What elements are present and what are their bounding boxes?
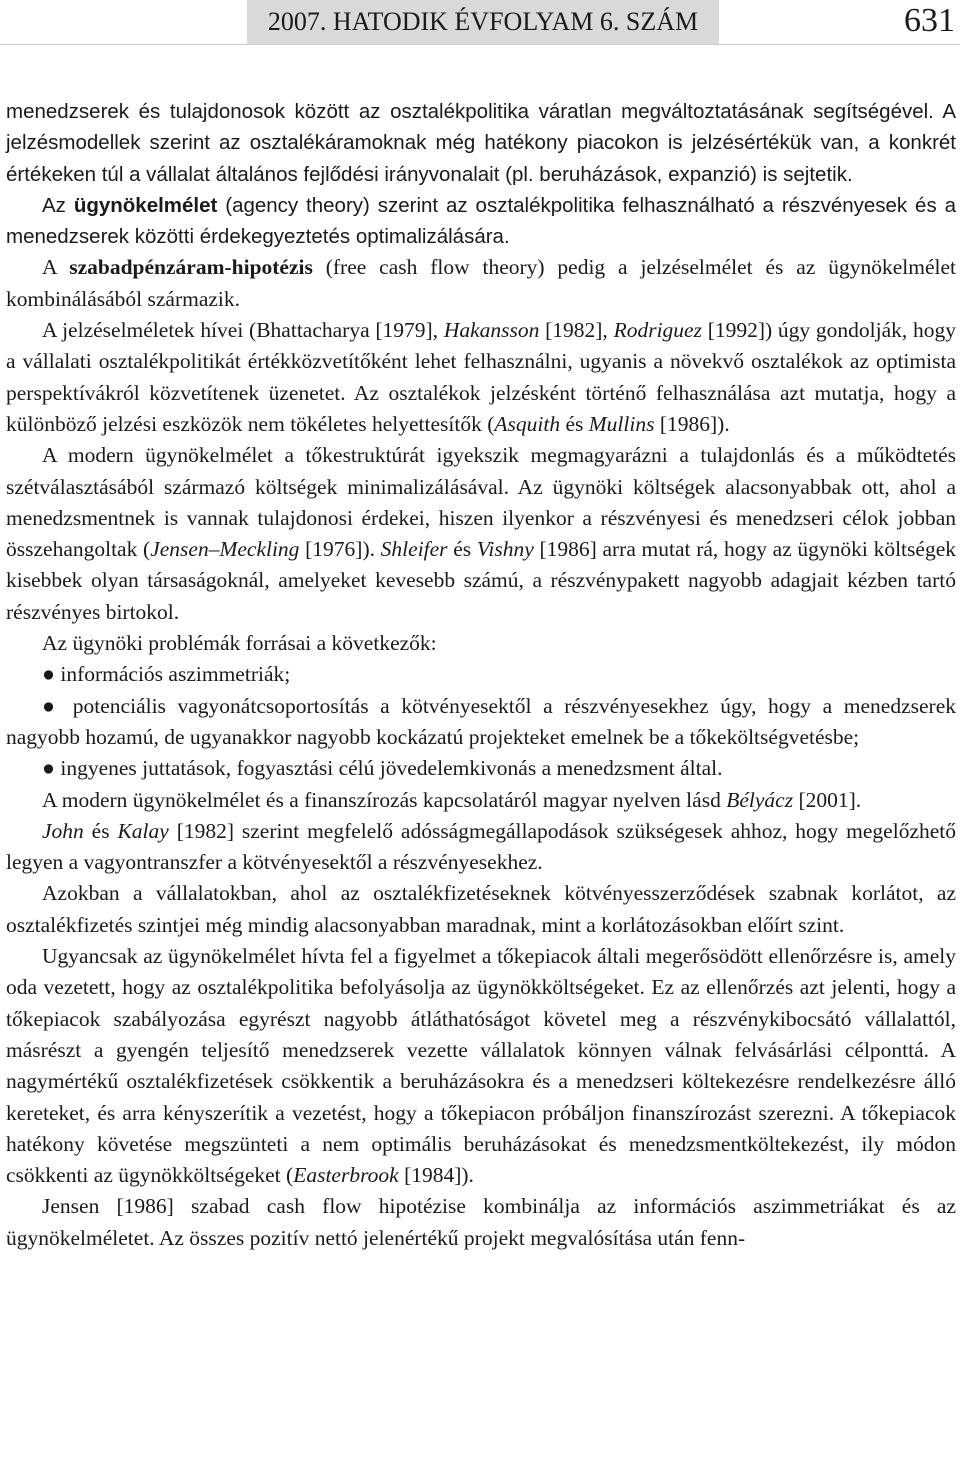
paragraph-agency-sources: Az ügynöki problémák forrásai a következők: (42, 631, 437, 656)
header-rule (0, 44, 960, 45)
paragraph-jensen-hypothesis: Jensen [1986] szabad cash flow hipotézise kombinálja az információs aszimmetriákat és az ügynökelméletet. Az összes pozitív nettó jelenértékű projekt megvalósítása után fenn- (6, 1194, 956, 1250)
term-free-cash-flow: szabadpénzáram-hipotézis (69, 255, 313, 280)
list-item: ● ingyenes juttatások, fogyasztási célú jövedelemkivonás a menedzsment által. (42, 756, 723, 781)
paragraph-hungarian-reference: A modern ügynökelmélet és a finanszírozás kapcsolatáról magyar nyelven lásd Bélyácz [2001]. (42, 787, 862, 812)
paragraph-free-cash-flow: A szabadpénzáram-hipotézis (free cash flow theory) pedig a jelzéselmélet és az ügynökelmélet kombinálásából származik. (6, 255, 956, 311)
article-body (6, 96, 956, 1254)
term-agency-theory: ügynökelmélet (73, 193, 218, 217)
paragraph-agency-theory: Az ügynökelmélet (agency theory) szerint az osztalékpolitika felhasználható a részvényesek és a menedzserek közötti érdekegyeztetés optimalizálására. (6, 193, 956, 249)
paragraph-signalling-models: menedzserek és tulajdonosok között az osztalékpolitika váratlan megváltoztatásának segítségével. A jelzésmodellek szerint az osztalékáramoknak még hatékony piacokon is jelzésértékük van, a konkrét értékeken túl a vállalat általános fejlődési irányvonalait (pl. beruházások, expanzió) is sejtetik. (6, 100, 956, 186)
running-header (247, 0, 719, 44)
paragraph-john-kalay: John és Kalay [1982] szerint megfelelő adósságmegállapodások szükségesek ahhoz, hogy megelőzhető legyen a vagyontranszfer a kötvényesektől a részvényesekhez. (6, 818, 957, 875)
list-item: ● információs aszimmetriák; (42, 662, 291, 687)
paragraph-signalling-theorists: A jelzéselméletek hívei (Bhattacharya [1979], Hakansson [1982], Rodriguez [1992]) úgy gondolják, hogy a vállalati osztalékpolitikát értékközvetítőként lehet felhasználni, ugyanis a növekvő osztalékok az optimista perspektívákról közvetítenek üzenetet. Az osztalékok jelzésként történő felhasználása azt mutatja, hogy a különböző jelzési eszközök nem tökéletes helyettesítők (Asquith és Mullins [1986]). (6, 318, 957, 436)
page-number: 631 (904, 2, 955, 39)
list-item: ● potenciális vagyonátcsoportosítás a kötvényesektől a részvényesekhez úgy, hogy a menedzserek nagyobb hozamú, de ugyanakkor nagyobb kockázatú projekteket emelnek be a tőkeköltségvetésbe; (6, 693, 956, 749)
journal-issue-title: 2007. HATODIK ÉVFOLYAM 6. SZÁM (267, 7, 699, 36)
paragraph-bond-covenants: Azokban a vállalatokban, ahol az osztalékfizetéseknek kötvényesszerződések szabnak korlátot, az osztalékfizetés szintjei még mindig alacsonyabban maradnak, mint a korlátozásokban előírt szint. (6, 881, 956, 937)
paragraph-capital-market-control: Ugyancsak az ügynökelmélet hívta fel a figyelmet a tőkepiacok általi megerősödött ellenőrzésre is, amely oda vezetett, hogy az osztalékpolitika befolyásolja az ügynökköltségeket. Ez az ellenőrzés azt jelenti, hogy a tőkepiacok szabályozása egyrészt nagyobb átláthatóságot követel meg a részvénykibocsátó vállalattól, másrészt a gyengén teljesítő menedzserek vezette vállalatok könnyen válnak felvásárlási célponttá. A nagymértékű osztalékfizetések csökkentik a beruházásokra és a menedzseri költekezésre rendelkezésre álló kereteket, és arra kényszerítik a vezetést, hogy a tőkepiacon próbáljon finanszírozást szerezni. A tőkepiacok hatékony követése megszünteti a nem optimális beruházásokat és menedzsmentköltekezést, ily módon csökkenti az ügynökköltségeket (Easterbrook [1984]). (6, 944, 956, 1188)
paragraph-modern-agency: A modern ügynökelmélet a tőkestruktúrát igyekszik megmagyarázni a tulajdonlás és a működtetés szétválasztásából származó költségek minimalizálásával. Az ügynöki költségek alacsonyabbak ott, ahol a menedzsmentnek is vannak tulajdonosi érdekei, hiszen ilyenkor a részvényesi és menedzseri célok jobban összehangoltak (Jensen–Meckling [1976]). Shleifer és Vishny [1986] arra mutat rá, hogy az ügynöki költségek kisebbek olyan társaságoknál, amelyeket kevesebb számú, a részvénypakett nagyobb adagjait kézben tartó részvényes birtokol. (6, 443, 956, 624)
